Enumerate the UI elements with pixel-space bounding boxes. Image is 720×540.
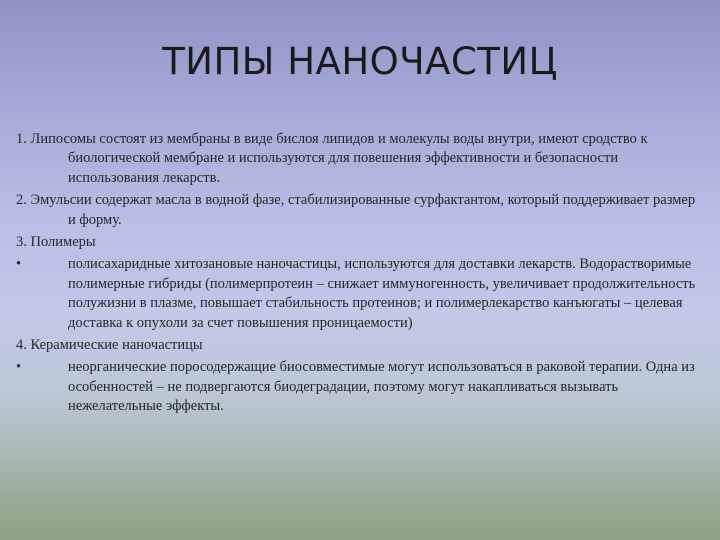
- slide-title: ТИПЫ НАНОЧАСТИЦ: [162, 40, 558, 83]
- list-item-emulsions: 2. Эмульсии содержат масла в водной фазе, стабилизированные сурфактантом, который поддерживает размер и форму.: [16, 192, 696, 228]
- bullet-ceramic-detail: [16, 358, 706, 416]
- bullet-marker: •: [16, 256, 22, 273]
- list-item-liposomes: 1. Липосомы состоят из мембраны в виде бислоя липидов и молекулы воды внутри, имеют сродство к биологической мембране и используются для повешения эффективности и безопасности использования лекарств.: [16, 131, 648, 186]
- slide-body: [16, 130, 706, 420]
- list-item-polymers: 3. Полимеры: [16, 234, 96, 251]
- bullet-polymers-detail: [16, 255, 706, 333]
- bullet-text: полисахаридные хитозановые наночастицы, используются для доставки лекарств. Водорастворимые полимерные гибриды (полимерпротеин – снижает иммуногенность, увеличивает продолжительность полужизни в плазме, повышает стабильность протеинов; и полимерлекарство канъюгаты – целевая доставка к опухоли за счет повышения проницаемости): [68, 256, 696, 331]
- bullet-text: неорганические поросодержащие биосовместимые могут использоваться в раковой терапии. Одна из особенностей – не подвергаются биодеградации, поэтому могут накапливаться вызывать нежелательные эффекты.: [68, 359, 695, 415]
- bullet-marker: •: [16, 359, 22, 376]
- list-item-ceramic: 4. Керамические наночастицы: [16, 337, 203, 354]
